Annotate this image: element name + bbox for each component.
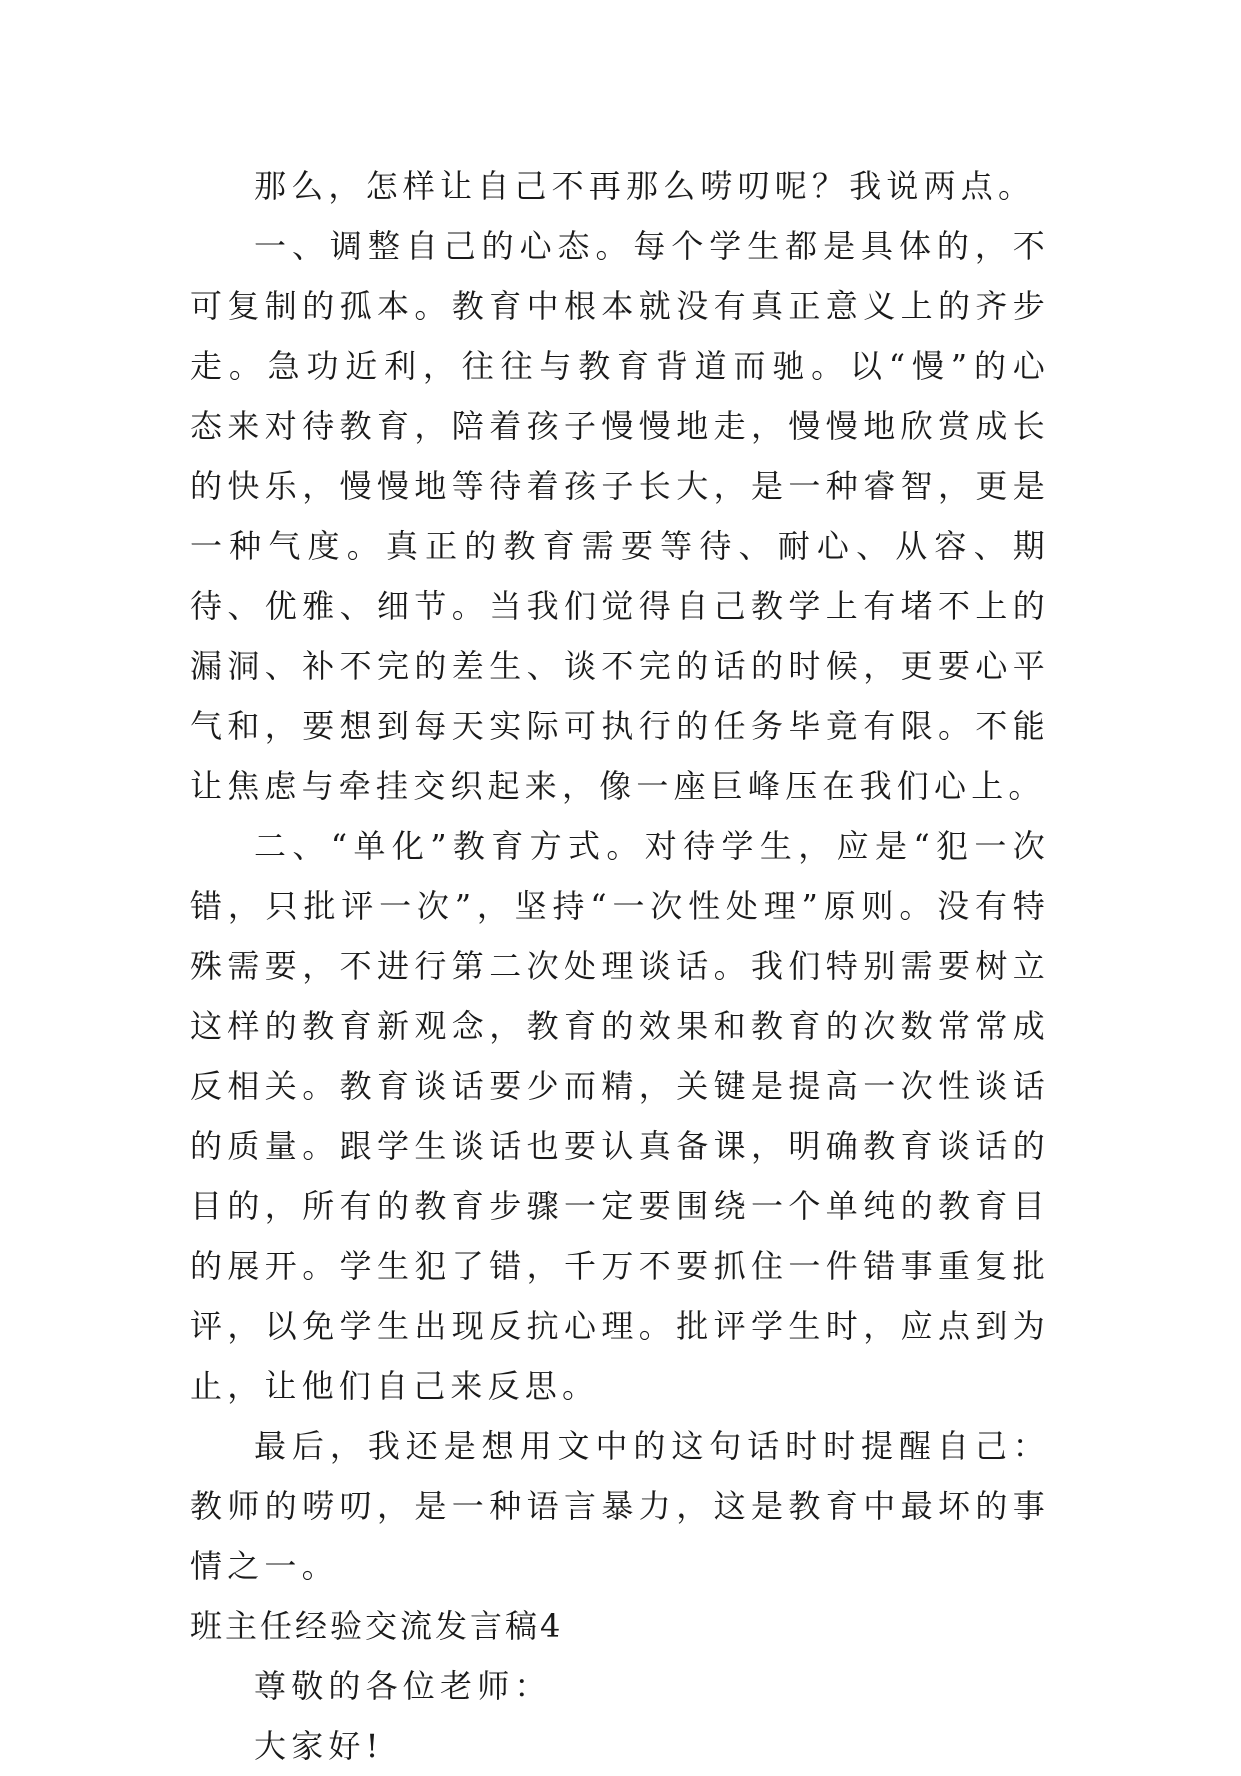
paragraph-conclusion: 最后，我还是想用文中的这句话时时提醒自己：教师的唠叨，是一种语言暴力，这是教育中最坏的事情之一。 (190, 1427, 1050, 1585)
section-heading: 班主任经验交流发言稿4 (190, 1607, 564, 1645)
paragraph-intro: 那么，怎样让自己不再那么唠叨呢？我说两点。 (254, 167, 1036, 205)
greeting: 大家好! (254, 1727, 384, 1765)
paragraph-point-two: 二、“单化”教育方式。对待学生，应是“犯一次错，只批评一次”，坚持“一次性处理”原则。没有特殊需要，不进行第二次处理谈话。我们特别需要树立这样的教育新观念，教育的效果和教育的次数常常成反相关。教育谈话要少而精，关键是提高一次性谈话的质量。跟学生谈话也要认真备课，明确教育谈话的目的，所有的教育步骤一定要围绕一个单纯的教育目的展开。学生犯了错，千万不要抓住一件错事重复批评，以免学生出现反抗心理。批评学生时，应点到为止，让他们自己来反思。 (190, 827, 1050, 1405)
paragraph-point-one: 一、调整自己的心态。每个学生都是具体的，不可复制的孤本。教育中根本就没有真正意义上的齐步走。急功近利，往往与教育背道而驰。以“慢”的心态来对待教育，陪着孩子慢慢地走，慢慢地欣赏成长的快乐，慢慢地等待着孩子长大，是一种睿智，更是一种气度。真正的教育需要等待、耐心、从容、期待、优雅、细节。当我们觉得自己教学上有堵不上的漏洞、补不完的差生、谈不完的话的时候，更要心平气和，要想到每天实际可执行的任务毕竟有限。不能让焦虑与牵挂交织起来，像一座巨峰压在我们心上。 (190, 227, 1050, 805)
salutation: 尊敬的各位老师： (254, 1667, 552, 1705)
document-page (190, 156, 1050, 1776)
